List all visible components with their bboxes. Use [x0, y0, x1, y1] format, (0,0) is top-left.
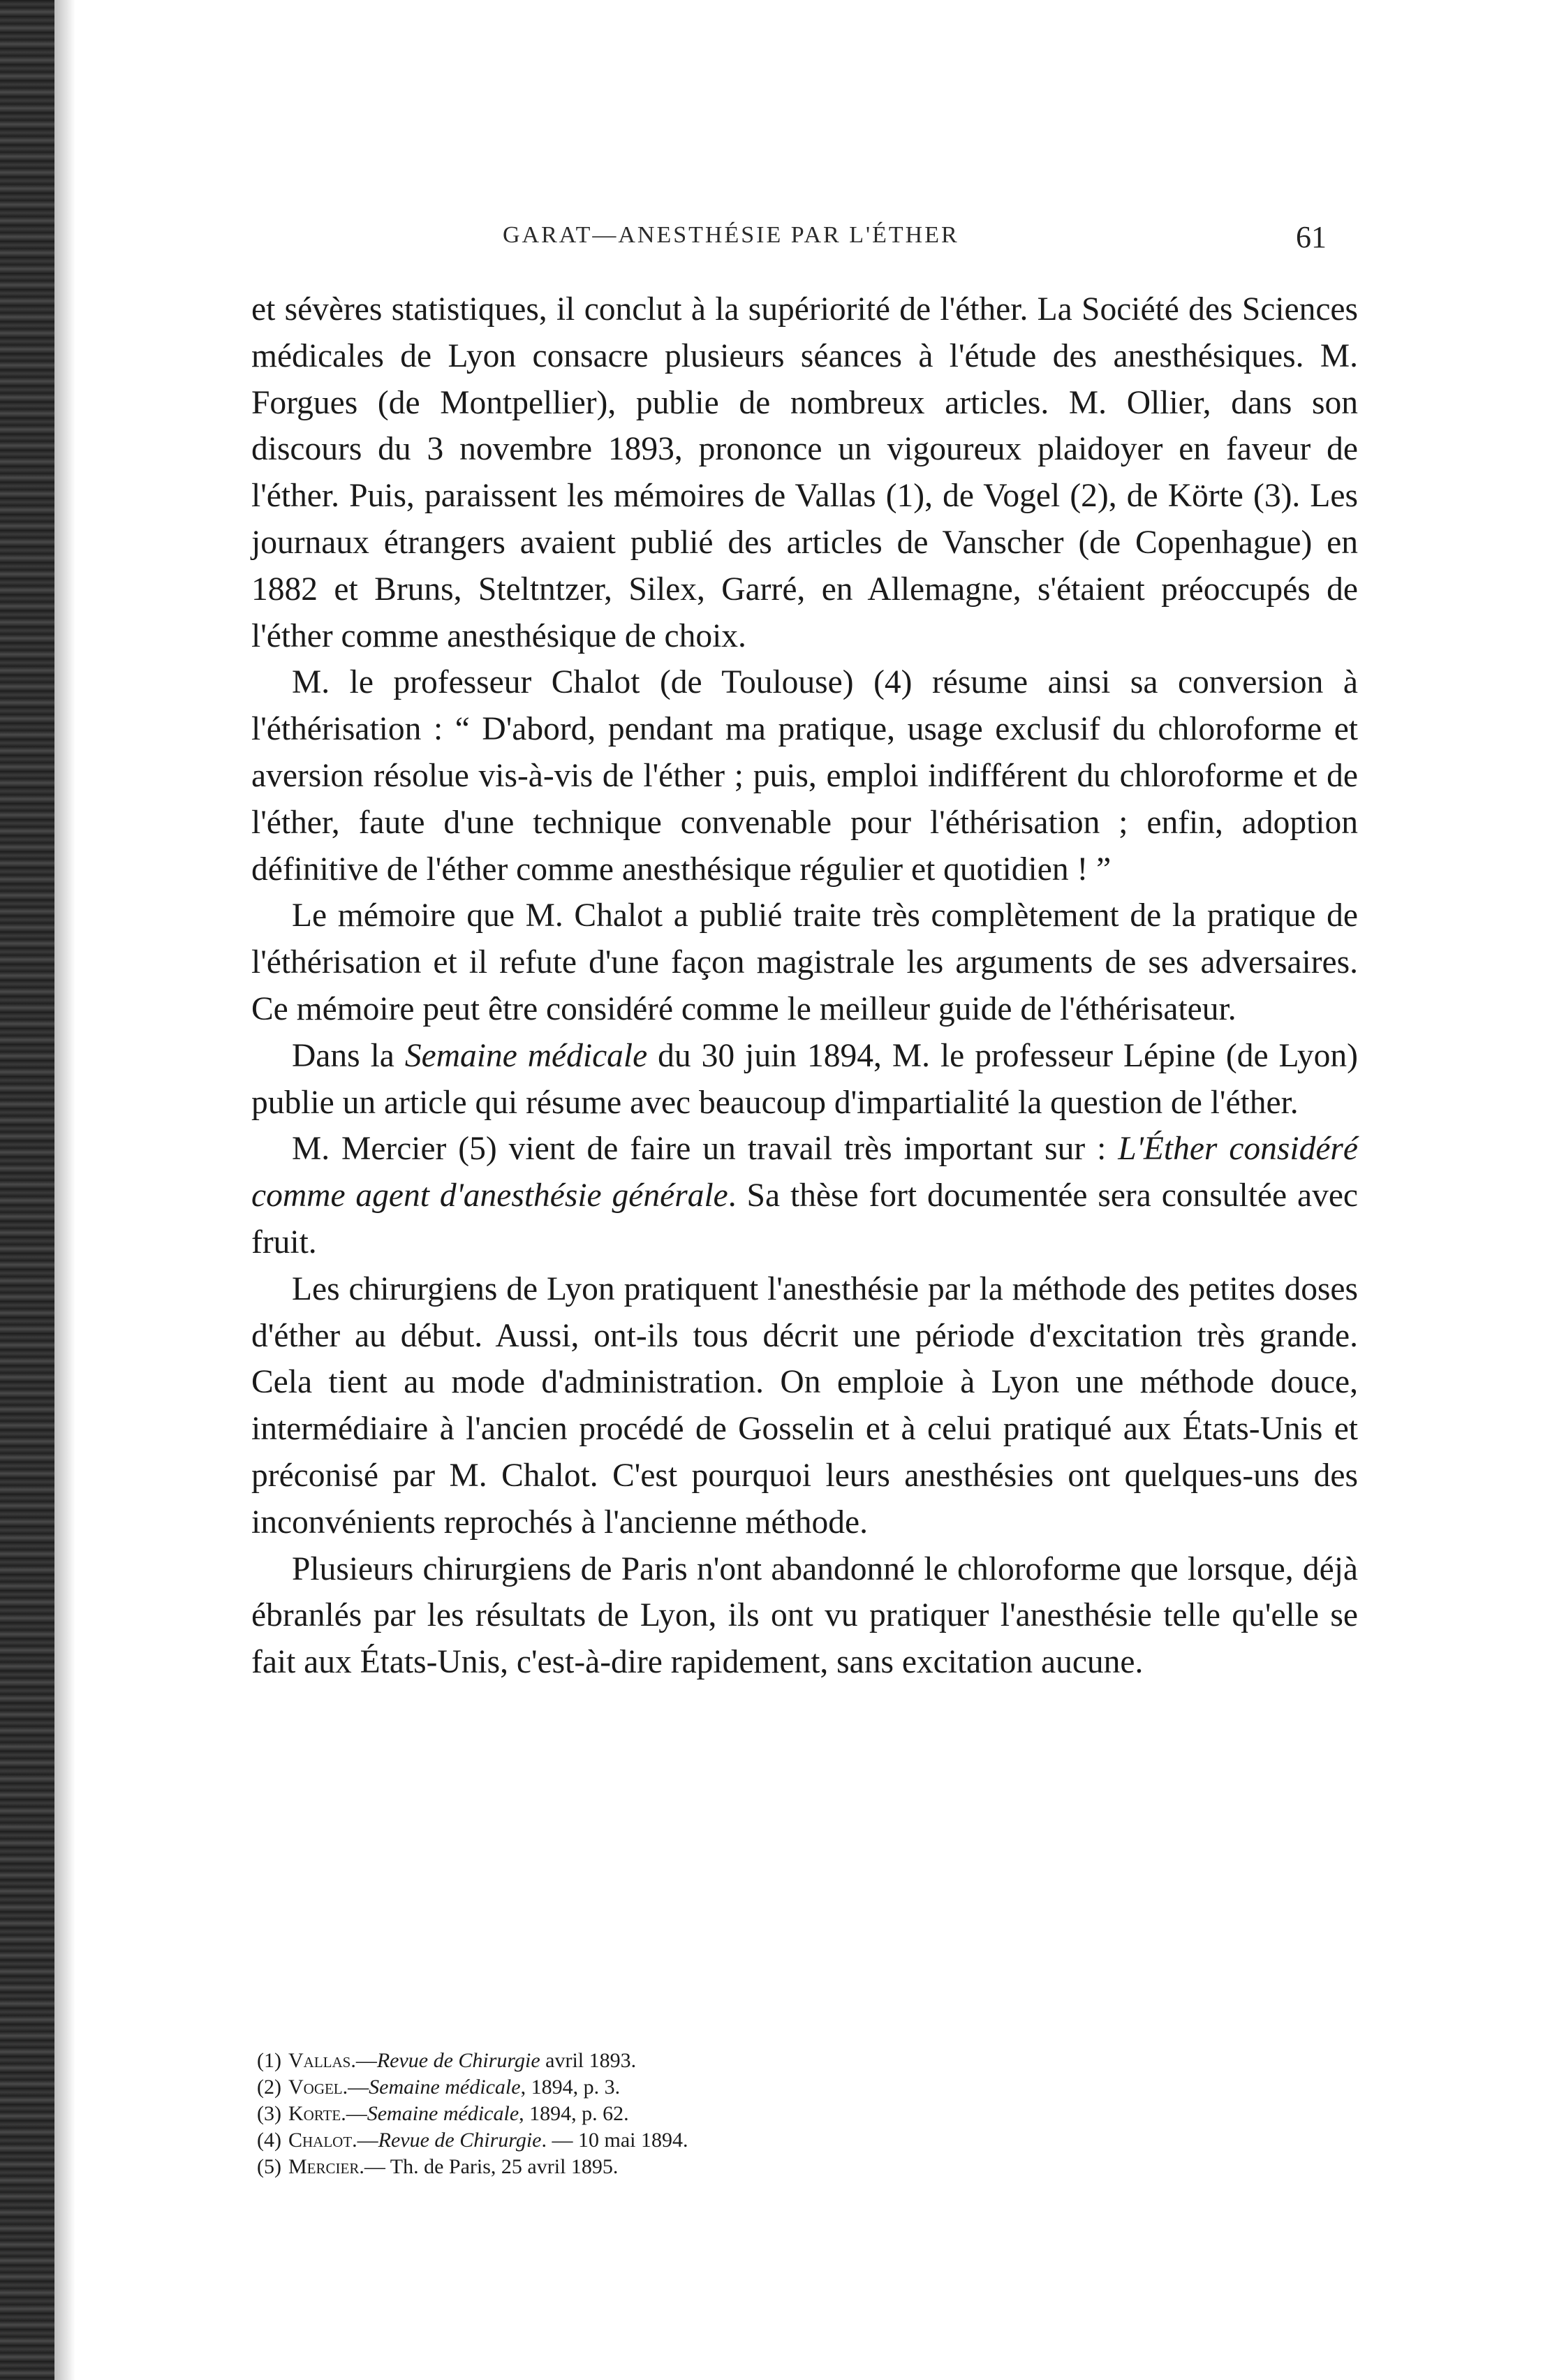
scan-binding-shadow [54, 0, 75, 2380]
body-text [251, 286, 1358, 1686]
paragraph-3: Le mémoire que M. Chalot a publié traite très complètement de la pratique de l'éthérisation et il refute d'une façon magistrale les arguments de ses adversaires. Ce mémoire peut être considéré comme le meilleur guide de l'éthérisateur. [251, 897, 1358, 1027]
footnotes [257, 2048, 1234, 2180]
footnote-detail: , 1894, p. 62. [519, 2102, 629, 2125]
footnote-number: (3) [257, 2102, 281, 2125]
footnote-author: Chalot. [288, 2129, 357, 2152]
footnote-2: (2) Vogel.—Semaine médicale, 1894, p. 3. [257, 2076, 621, 2099]
footnote-number: (2) [257, 2076, 281, 2099]
footnote-detail: avril 1893. [540, 2049, 637, 2072]
footnote-source: Semaine médicale [369, 2076, 521, 2099]
running-title: GARAT—ANESTHÉSIE PAR L'ÉTHER [503, 222, 959, 248]
footnote-number: (1) [257, 2049, 281, 2072]
paragraph-4-after: du 30 juin 1894, M. le professeur Lépine (de Lyon) publie un article qui résume avec beaucoup d'impartialité la question de l'éther. [251, 1037, 1358, 1121]
footnote-4: (4) Chalot.—Revue de Chirurgie. — 10 mai 1894. [257, 2129, 688, 2152]
footnote-source: Revue de Chirurgie [378, 2129, 542, 2152]
paragraph-6: Les chirurgiens de Lyon pratiquent l'anesthésie par la méthode des petites doses d'éther au début. Aussi, ont-ils tous décrit une période d'excitation très grande. Cela tient au mode d'administration. On emploie à Lyon une méthode douce, intermédiaire à l'ancien procédé de Gosselin et à celui pratiqué aux États-Unis et préconisé par M. Chalot. C'est pourquoi leurs anesthésies ont quelques-uns des inconvénients reprochés à l'ancienne méthode. [251, 1270, 1358, 1541]
footnote-1: (1) Vallas.—Revue de Chirurgie avril 1893. [257, 2049, 637, 2072]
footnote-detail: , 1894, p. 3. [520, 2076, 621, 2099]
footnote-3: (3) Korte.—Semaine médicale, 1894, p. 62. [257, 2102, 629, 2125]
footnote-number: (5) [257, 2155, 281, 2178]
paragraph-5-before: M. Mercier (5) vient de faire un travail très important sur : [292, 1131, 1119, 1168]
footnote-source: Revue de Chirurgie [376, 2049, 540, 2072]
footnote-detail: . — 10 mai 1894. [541, 2129, 688, 2152]
footnote-author: Korte. [288, 2102, 346, 2125]
page-header [251, 222, 1327, 257]
footnote-author: Mercier. [288, 2155, 364, 2178]
paragraph-2: M. le professeur Chalot (de Toulouse) (4) résume ainsi sa conversion à l'éthérisation : “ D'abord, pendant ma pratique, usage exclusif du chloroforme et aversion résolue vis-à-vis de l'éther ; puis, emploi indifférent du chloroforme et de l'éther, faute d'une technique convenable pour l'éthérisation ; enfin, adoption définitive de l'éther comme anesthésique régulier et quotidien ! ” [251, 664, 1358, 888]
scan-binding-edge [0, 0, 54, 2380]
paragraph-1: et sévères statistiques, il conclut à la supériorité de l'éther. La Société des Sciences médicales de Lyon consacre plusieurs séances à l'étude des anesthésiques. M. Forgues (de Montpellier), publie de nombreux articles. M. Ollier, dans son discours du 3 novembre 1893, prononce un vigoureux plaidoyer en faveur de l'éther. Puis, paraissent les mémoires de Vallas (1), de Vogel (2), de Körte (3). Les journaux étrangers avaient publié des articles de Vanscher (de Copenhague) en 1882 et Bruns, Steltntzer, Silex, Garré, en Allemagne, s'étaient préoccupés de l'éther comme anesthésique de choix. [251, 291, 1358, 654]
footnote-author: Vogel. [288, 2076, 348, 2099]
footnote-5: (5) Mercier.— Th. de Paris, 25 avril 1895. [257, 2155, 619, 2178]
footnote-detail: Th. de Paris, 25 avril 1895. [385, 2155, 619, 2178]
paragraph-4 [251, 1033, 1358, 1126]
footnote-number: (4) [257, 2129, 281, 2152]
paragraph-7: Plusieurs chirurgiens de Paris n'ont abandonné le chloroforme que lorsque, déjà ébranlés par les résultats de Lyon, ils ont vu pratiquer l'anesthésie telle qu'elle se fait aux États-Unis, c'est-à-dire rapidement, sans excitation aucune. [251, 1550, 1358, 1681]
paragraph-4-before: Dans la [292, 1037, 405, 1074]
paragraph-5 [251, 1126, 1358, 1265]
journal-title-semaine-medicale: Semaine médicale [404, 1037, 648, 1074]
footnote-source: Semaine médicale [367, 2102, 519, 2125]
paragraph-5-after: . Sa thèse fort documentée sera consultée avec fruit. [251, 1177, 1359, 1261]
page-number: 61 [1296, 220, 1327, 254]
footnote-author: Vallas. [288, 2049, 356, 2072]
thesis-title: L'Éther considéré comme agent d'anesthésie générale [251, 1131, 1358, 1214]
